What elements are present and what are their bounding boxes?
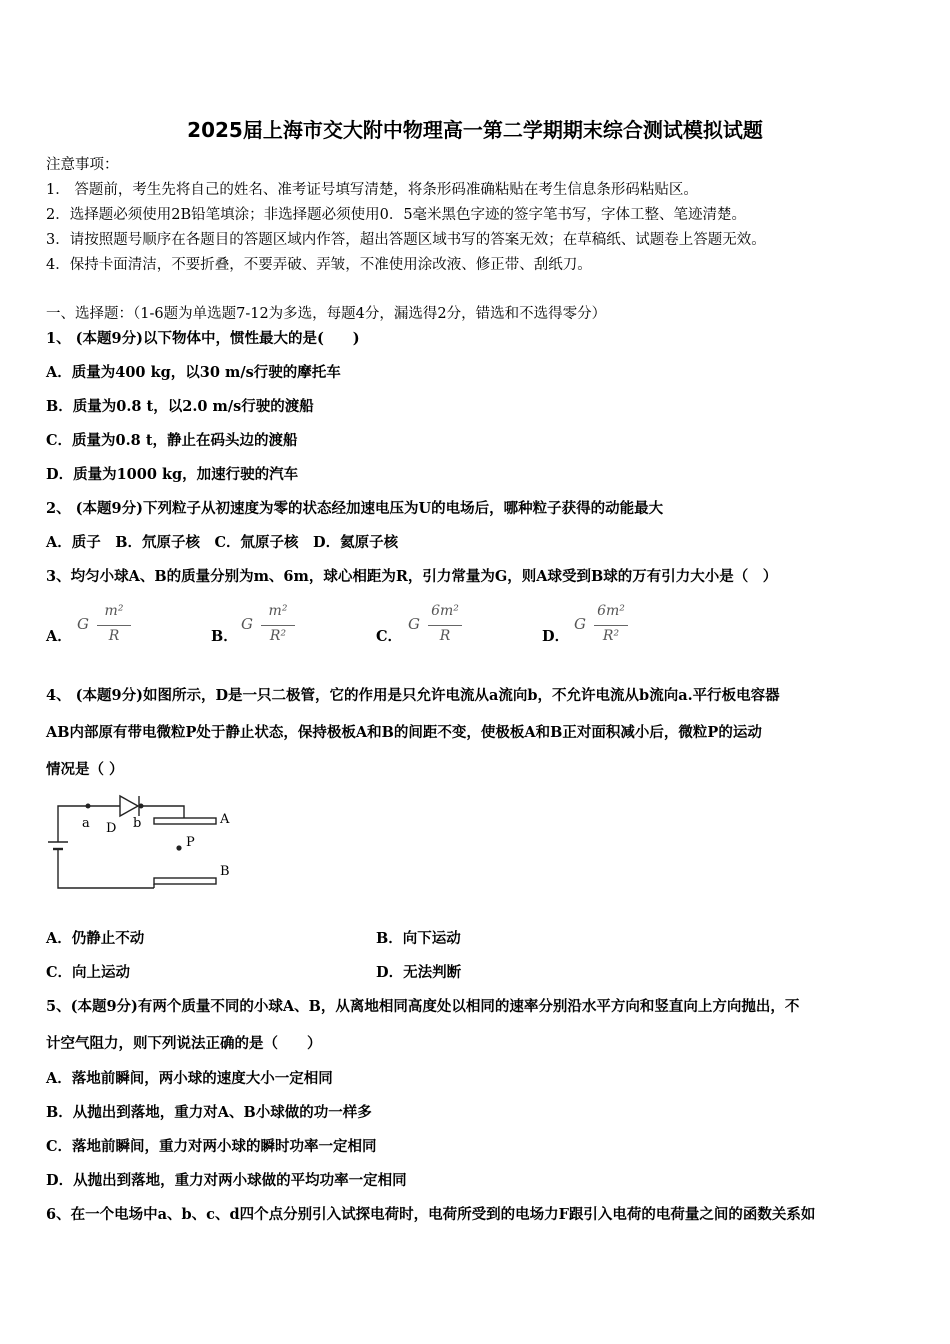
notice-item: 1． 答题前，考生先将自己的姓名、准考证号填写清楚，将条形码准确粘贴在考生信息条形码粘贴区。 bbox=[46, 182, 698, 198]
formula-g: G bbox=[77, 615, 89, 633]
formula-denominator: R² bbox=[269, 628, 287, 644]
formula-numerator: m² bbox=[104, 603, 124, 619]
q1-option-d: D．质量为1000 kg，加速行驶的汽车 bbox=[46, 466, 299, 483]
q4-option-b: B．向下运动 bbox=[376, 930, 461, 947]
label-d: D bbox=[106, 821, 117, 836]
q3-option-d-label: D． bbox=[542, 628, 570, 645]
label-plate-b: B bbox=[220, 864, 230, 879]
q5-option-c: C．落地前瞬间，重力对两小球的瞬时功率一定相同 bbox=[46, 1138, 377, 1155]
label-p: P bbox=[186, 835, 195, 850]
q1-option-a: A．质量为400 kg，以30 m/s行驶的摩托车 bbox=[46, 364, 341, 381]
notice-heading: 注意事项： bbox=[46, 157, 119, 173]
q5-option-d: D．从抛出到落地，重力对两小球做的平均功率一定相同 bbox=[46, 1172, 407, 1189]
q4-stem-line: AB内部原有带电微粒P处于静止状态，保持极板A和B的间距不变，使极板A和B正对面积减小后，微粒P的运动 bbox=[46, 724, 762, 741]
q5-option-b: B．从抛出到落地，重力对A、B小球做的功一样多 bbox=[46, 1104, 372, 1121]
q1-option-c: C．质量为0.8 t，静止在码头边的渡船 bbox=[46, 432, 298, 449]
q5-stem-line: 计空气阻力，则下列说法正确的是（ ） bbox=[46, 1035, 322, 1052]
fraction-bar bbox=[97, 625, 131, 626]
page-title: 2025届上海市交大附中物理高一第二学期期末综合测试模拟试题 bbox=[187, 118, 763, 142]
notice-item: 2．选择题必须使用2B铅笔填涂；非选择题必须使用0．5毫米黑色字迹的签字笔书写，字体工整、笔迹清楚。 bbox=[46, 207, 747, 223]
q4-stem-line: 4、 (本题9分)如图所示，D是一只二极管，它的作用是只允许电流从a流向b，不允许电流从b流向a.平行板电容器 bbox=[46, 687, 780, 704]
q2-options: A．质子 B．氘原子核 C．氚原子核 D．氦原子核 bbox=[46, 534, 399, 551]
formula-g: G bbox=[408, 615, 420, 633]
fraction-bar bbox=[261, 625, 295, 626]
q6-stem: 6、在一个电场中a、b、c、d四个点分别引入试探电荷时，电荷所受到的电场力F跟引入电荷的电荷量之间的函数关系如 bbox=[46, 1206, 816, 1223]
q4-option-d: D．无法判断 bbox=[376, 964, 462, 981]
q3-option-a-formula bbox=[77, 603, 137, 651]
q3-option-b-label: B． bbox=[211, 628, 238, 645]
fraction-bar bbox=[428, 625, 462, 626]
formula-g: G bbox=[241, 615, 253, 633]
notice-item: 3．请按照题号顺序在各题目的答题区域内作答，超出答题区域书写的答案无效；在草稿纸、试题卷上答题无效。 bbox=[46, 232, 766, 248]
q2-stem: 2、 (本题9分)下列粒子从初速度为零的状态经加速电压为U的电场后，哪种粒子获得的动能最大 bbox=[46, 500, 664, 517]
q4-option-c: C．向上运动 bbox=[46, 964, 131, 981]
q1-stem: 1、 (本题9分)以下物体中，惯性最大的是( ) bbox=[46, 330, 360, 347]
formula-numerator: 6m² bbox=[431, 603, 459, 619]
q3-option-c-label: C． bbox=[376, 628, 403, 645]
q3-stem: 3、均匀小球A、B的质量分别为m、6m，球心相距为R，引力常量为G，则A球受到B球的万有引力大小是（ ） bbox=[46, 568, 778, 585]
formula-numerator: m² bbox=[268, 603, 288, 619]
notice-item: 4．保持卡面清洁，不要折叠，不要弄破、弄皱，不准使用涂改液、修正带、刮纸刀。 bbox=[46, 257, 592, 273]
q4-stem-line: 情况是（ ） bbox=[46, 761, 124, 778]
q3-option-b-formula bbox=[241, 603, 301, 651]
q5-stem-line: 5、(本题9分)有两个质量不同的小球A、B，从离地相同高度处以相同的速率分别沿水平方向和竖直向上方向抛出，不 bbox=[46, 998, 800, 1015]
label-b: b bbox=[133, 816, 142, 831]
section-heading: 一、选择题：（1-6题为单选题7-12为多选，每题4分，漏选得2分，错选和不选得零分） bbox=[46, 306, 607, 322]
q4-option-a: A．仍静止不动 bbox=[46, 930, 145, 947]
label-plate-a: A bbox=[220, 812, 230, 827]
label-a: a bbox=[82, 816, 90, 831]
circuit-diagram bbox=[44, 792, 234, 892]
formula-denominator: R² bbox=[602, 628, 620, 644]
formula-g: G bbox=[574, 615, 586, 633]
formula-denominator: R bbox=[108, 628, 120, 644]
formula-denominator: R bbox=[439, 628, 451, 644]
fraction-bar bbox=[594, 625, 628, 626]
q1-option-b: B．质量为0.8 t，以2.0 m/s行驶的渡船 bbox=[46, 398, 314, 415]
formula-numerator: 6m² bbox=[597, 603, 625, 619]
q3-option-c-formula bbox=[408, 603, 472, 651]
q5-option-a: A．落地前瞬间，两小球的速度大小一定相同 bbox=[46, 1070, 333, 1087]
q3-option-a-label: A． bbox=[46, 628, 72, 645]
q3-option-d-formula bbox=[574, 603, 638, 651]
